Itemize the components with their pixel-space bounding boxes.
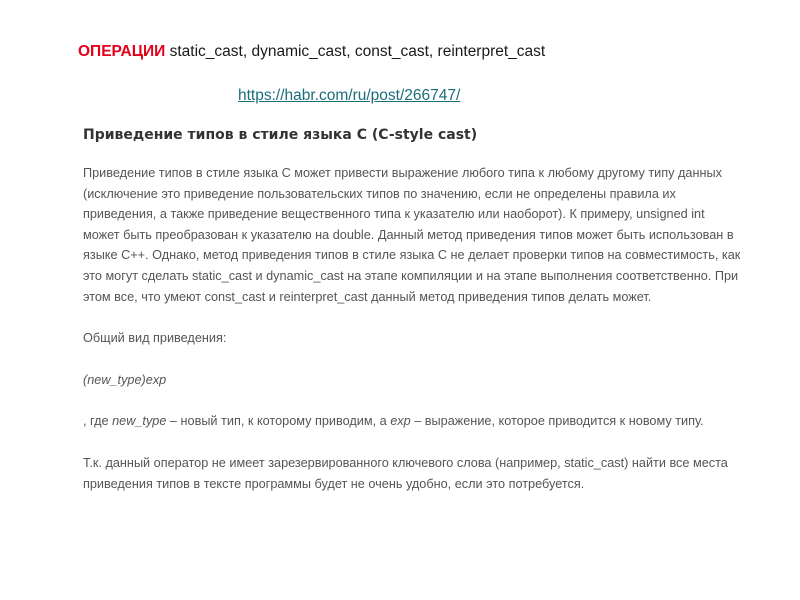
slide-title-accent: ОПЕРАЦИИ <box>78 43 166 60</box>
slide-title-rest: static_cast, dynamic_cast, const_cast, reinterpret_cast <box>165 43 546 60</box>
slide-title <box>78 43 545 61</box>
article-paragraph-last: Т.к. данный оператор не имеет зарезервированного ключевого слова (например, static_cast) найти все места приведения типов в тексте программы будет не очень удобно, если это потребуется. <box>83 455 728 491</box>
syntax-explanation <box>83 411 743 432</box>
source-link[interactable]: https://habr.com/ru/post/266747/ <box>238 87 461 104</box>
syntax-example <box>83 370 743 391</box>
explanation-term-new-type: new_type <box>112 414 167 429</box>
explanation-middle: – новый тип, к которому приводим, а <box>166 414 391 429</box>
explanation-suffix: – выражение, которое приводится к новому типу. <box>410 414 704 429</box>
explanation-term-exp: exp <box>390 414 411 429</box>
explanation-prefix: , где <box>83 414 113 429</box>
article-heading: Приведение типов в стиле языка C (C-style cast) <box>83 127 478 143</box>
article-excerpt <box>83 124 743 515</box>
article-paragraph-intro: Приведение типов в стиле языка C может привести выражение любого типа к любому другому типу данных (исключение это приведение пользовательских типов по значению, если не определены правила их приведения, а также приведение вещественного типа к указателю или наоборот). К примеру, unsigned int может быть преобразован к указателю на double. Данный метод приведения типов может быть использован в языке C++. Однако, метод приведения типов в стиле языка C не делает проверки типов на совместимость, как это могут сделать static_cast и dynamic_cast на этапе компиляции и на этапе выполнения соответственно. При этом все, что умеют const_cast и reinterpret_cast данный метод приведения типов делать может. <box>83 166 741 304</box>
general-form-label: Общий вид приведения: <box>83 331 227 346</box>
syntax-text: (new_type)exp <box>83 372 167 387</box>
